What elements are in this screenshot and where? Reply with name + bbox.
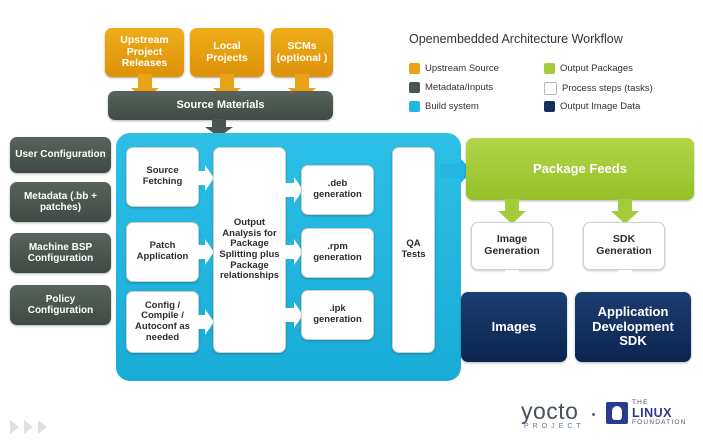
node-label: Package Feeds <box>533 160 627 176</box>
legend-swatch-navy <box>544 101 555 112</box>
legend-swatch-cyan <box>409 101 420 112</box>
legend-item-build-system <box>409 101 479 112</box>
decorative-chevron-icon <box>24 420 33 434</box>
arrows-generation-to-outputs <box>470 270 690 294</box>
legend-item-upstream-source <box>409 63 499 74</box>
separator-dot <box>592 413 595 416</box>
arrow-task3-to-analysis <box>196 309 214 335</box>
node-policy-configuration <box>10 285 111 325</box>
legend-label: Output Packages <box>560 63 633 74</box>
node-image-generation <box>471 222 553 270</box>
legend-item-output-packages <box>544 63 633 74</box>
node-application-development-sdk <box>575 292 691 362</box>
legend-label: Build system <box>425 101 479 112</box>
node-label: Application Development SDK <box>592 304 674 349</box>
task-source-fetching <box>126 147 199 207</box>
node-label: .deb generation <box>313 178 362 200</box>
node-deb-generation <box>301 165 374 215</box>
node-rpm-generation <box>301 228 374 278</box>
node-label: Config / Compile / Autoconf as needed <box>135 299 190 343</box>
node-label: Metadata (.bb + patches) <box>23 190 98 213</box>
legend-item-metadata-inputs <box>409 82 493 93</box>
linux-foundation-text <box>632 399 687 427</box>
node-output-analysis <box>213 147 286 353</box>
legend-label: Upstream Source <box>425 63 499 74</box>
decorative-chevron-icon <box>10 420 19 434</box>
node-label: User Configuration <box>15 149 106 161</box>
node-label: Output Analysis for Package Splitting plus Package relationships <box>219 217 280 282</box>
node-label: QA Tests <box>401 238 426 260</box>
node-sdk-generation <box>583 222 665 270</box>
node-qa-tests <box>392 147 435 353</box>
node-package-feeds <box>466 138 694 200</box>
legend-title: Openembedded Architecture Workflow <box>409 32 623 46</box>
node-source-materials <box>108 91 333 120</box>
arrow-task2-to-analysis <box>196 239 214 265</box>
node-label: Local Projects <box>206 39 248 64</box>
legend-label: Output Image Data <box>560 101 641 112</box>
yocto-project-logo <box>521 398 585 430</box>
task-config-compile-autoconf <box>126 291 199 353</box>
node-user-configuration <box>10 137 111 173</box>
legend-swatch-orange <box>409 63 420 74</box>
node-label: .rpm generation <box>313 241 362 263</box>
yocto-subtitle: PROJECT <box>524 423 585 430</box>
node-upstream-project-releases <box>105 28 184 77</box>
node-label: Source Materials <box>176 99 265 112</box>
yocto-wordmark: yocto <box>521 398 579 424</box>
node-label: Images <box>491 318 537 334</box>
legend-item-output-image-data <box>544 101 640 112</box>
task-patch-application <box>126 222 199 282</box>
legend-item-process-steps <box>544 82 653 95</box>
linux-tagline: THE <box>632 399 649 406</box>
arrow-task1-to-analysis <box>196 165 214 191</box>
linux-name: LINUX <box>632 405 672 420</box>
node-label: SCMs (optional ) <box>276 39 328 64</box>
node-local-projects <box>190 28 264 77</box>
node-machine-bsp-configuration <box>10 233 111 273</box>
node-label: Source Fetching <box>142 165 183 187</box>
decorative-chevron-icon <box>38 420 47 434</box>
legend-label: Metadata/Inputs <box>425 82 494 93</box>
node-label: .ipk generation <box>313 303 362 325</box>
node-label: SDK Generation <box>596 233 652 257</box>
legend-swatch-darkslate <box>409 82 420 93</box>
node-images <box>461 292 567 362</box>
node-label: Image Generation <box>484 233 540 257</box>
node-label: Machine BSP Configuration <box>27 241 94 264</box>
node-scms <box>271 28 333 77</box>
linux-subtitle: FOUNDATION <box>632 419 687 427</box>
node-metadata <box>10 182 111 222</box>
arrows-package-feeds-down <box>470 199 690 224</box>
node-label: Patch Application <box>136 240 189 262</box>
linux-penguin-icon <box>606 402 628 424</box>
node-ipk-generation <box>301 290 374 340</box>
legend-swatch-green <box>544 63 555 74</box>
node-label: Upstream Project Releases <box>120 33 169 70</box>
node-label: Policy Configuration <box>27 293 94 316</box>
linux-foundation-logo <box>606 399 687 427</box>
legend-swatch-white <box>544 82 557 95</box>
legend-label: Process steps (tasks) <box>562 83 653 94</box>
